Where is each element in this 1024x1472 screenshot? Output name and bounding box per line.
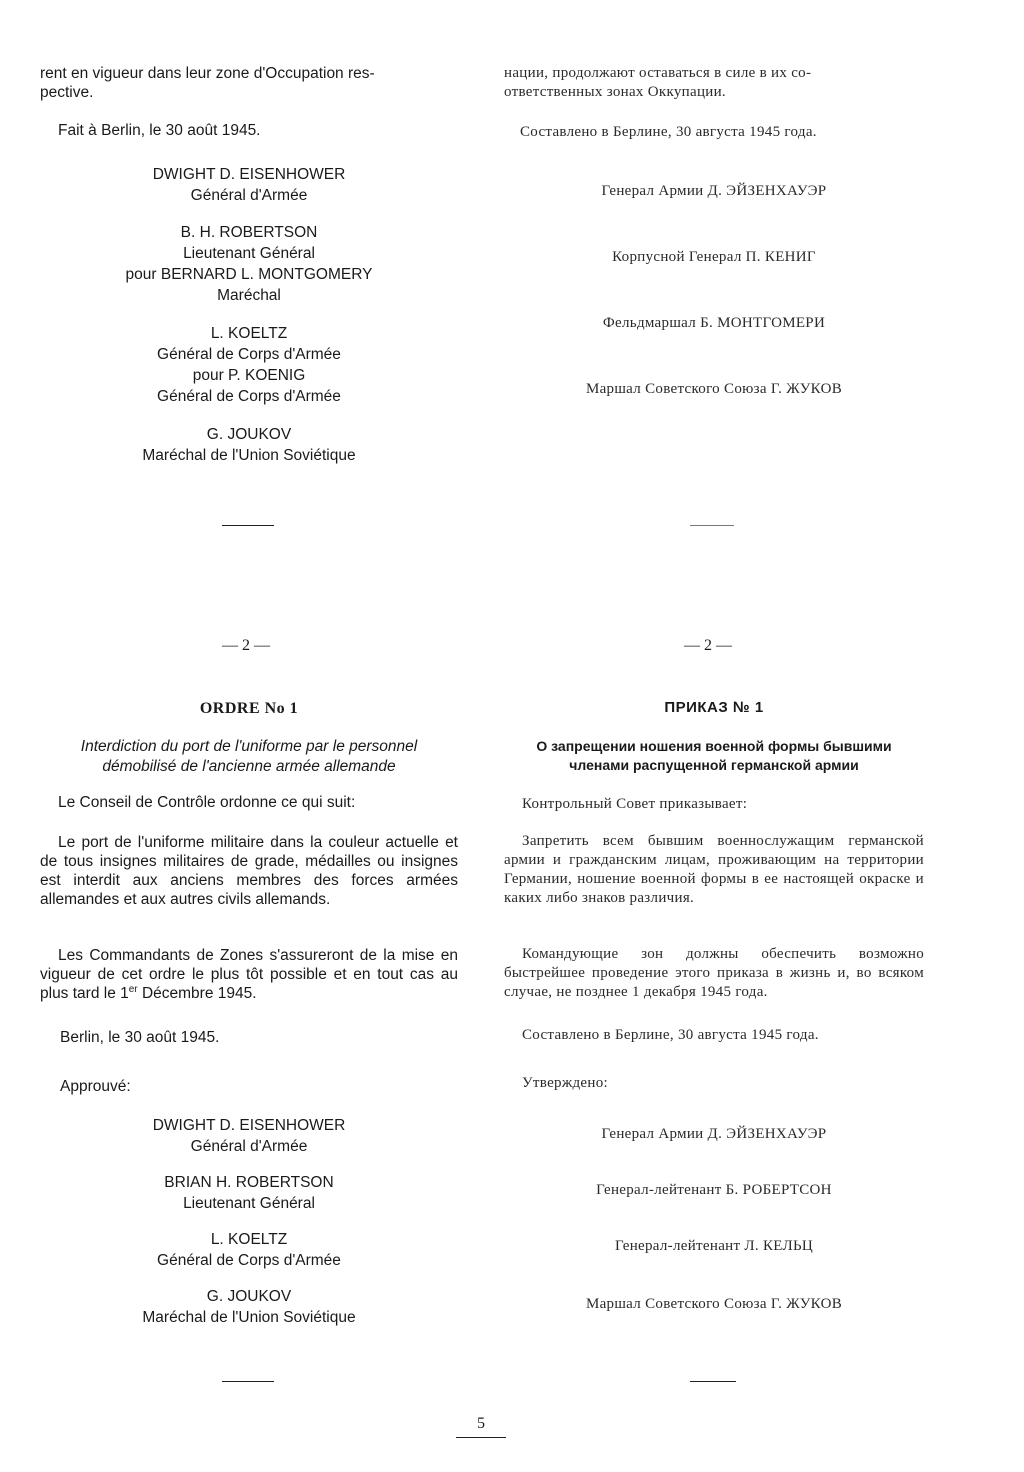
page-number: 5: [477, 1415, 485, 1432]
signatory-name: B. H. ROBERTSON: [180, 224, 318, 241]
fr-continuation-line1: rent en vigueur dans leur zone d'Occupation res-: [40, 65, 375, 82]
signatory-name: DWIGHT D. EISENHOWER: [152, 166, 346, 183]
ru-subtitle-line1: О запрещении ношения военной формы бывшими: [536, 738, 892, 754]
signatory-name: BRIAN H. ROBERTSON: [164, 1174, 334, 1191]
fr-continuation: [40, 64, 458, 102]
signatory-name: L. KOELTZ: [210, 325, 288, 342]
signatory-name: L. KOELTZ: [210, 1231, 288, 1248]
ru-order-intro: Контрольный Совет приказывает:: [522, 796, 748, 812]
ru-order-divider: [690, 1381, 736, 1382]
fr-order-date: Berlin, le 30 août 1945.: [60, 1029, 220, 1046]
ru-top-signatory-2: Корпусной Генерал П. КЕНИГ: [612, 249, 816, 265]
ru-para2-text: Командующие зон должны обеспечить возможно быстрейшее проведение этого приказа в жизнь и, во всяком случае, не позднее 1 декабря 1945 года.: [504, 946, 924, 1000]
fr-order-approved: Approuvé:: [60, 1078, 131, 1095]
ru-order-approved: Утверждено:: [522, 1075, 608, 1091]
ru-order-subtitle: [504, 737, 924, 775]
ru-order-date: Составлено в Берлине, 30 августа 1945 года.: [522, 1027, 819, 1043]
ru-order-signatory-1: Генерал Армии Д. ЭЙЗЕНХАУЭР: [601, 1126, 827, 1142]
ru-order-paragraph-1: [504, 832, 924, 908]
fr-para2-superscript: er: [128, 983, 138, 995]
ru-subtitle-line2: членами распущенной германской армии: [569, 757, 859, 773]
ru-para1-text: Запретить всем бывшим военнослужащим германской армии и гражданским лицам, проживающим на территории Германии, ношение военной формы в ее настоящей окраске и каких либо знаков различия.: [504, 833, 924, 906]
fr-page-marker: — 2 —: [222, 637, 270, 654]
fr-top-signatory-2: [40, 222, 458, 306]
signatory-line3: pour BERNARD L. MONTGOMERY: [125, 266, 373, 283]
ru-continuation-line2: ответственных зонах Оккупации.: [504, 84, 726, 100]
fr-top-date: Fait à Berlin, le 30 août 1945.: [58, 122, 261, 139]
fr-order-signatory-1: [40, 1115, 458, 1157]
ru-top-signatory-4: Маршал Советского Союза Г. ЖУКОВ: [585, 381, 843, 397]
fr-top-divider: [222, 525, 274, 526]
signatory-title: Général de Corps d'Armée: [157, 346, 341, 363]
ru-continuation-line1: нации, продолжают оставаться в силе в их со-: [504, 65, 812, 81]
fr-order-paragraph-1: [40, 833, 458, 909]
fr-order-paragraph-2: [40, 946, 458, 1003]
signatory-title: Général d'Armée: [190, 187, 308, 204]
fr-para2-text: [40, 946, 458, 1003]
ru-order-signatory-3: Генерал-лейтенант Л. КЕЛЬЦ: [614, 1238, 814, 1254]
fr-para1-text: Le port de l'uniforme militaire dans la couleur actuelle et de tous insignes militaires de grade, médailles ou insignes est interdit aux anciens membres des forces armées allemandes et aux autres civils allemands.: [40, 834, 458, 908]
signatory-title: Général d'Armée: [190, 1138, 308, 1155]
ru-top-date: Составлено в Берлине, 30 августа 1945 года.: [520, 124, 817, 140]
ru-top-divider: [690, 525, 734, 526]
fr-top-signatory-4: [40, 424, 458, 466]
fr-subtitle-line1: Interdiction du port de l'uniforme par le personnel: [80, 738, 418, 755]
ru-top-signatory-1: Генерал Армии Д. ЭЙЗЕНХАУЭР: [601, 183, 827, 199]
signatory-name: DWIGHT D. EISENHOWER: [152, 1117, 346, 1134]
ru-top-signatory-3: Фельдмаршал Б. МОНТГОМЕРИ: [602, 315, 826, 331]
fr-order-signatory-3: [40, 1229, 458, 1271]
signatory-title: Lieutenant Général: [183, 245, 315, 262]
page-number-underline: [456, 1437, 506, 1438]
fr-top-signatory-1: [40, 164, 458, 206]
fr-order-title: ORDRE No 1: [199, 700, 299, 717]
signatory-name: G. JOUKOV: [206, 1288, 292, 1305]
signatory-line4: Général de Corps d'Armée: [157, 388, 341, 405]
signatory-title: Lieutenant Général: [183, 1195, 315, 1212]
signatory-line4: Maréchal: [217, 287, 281, 304]
signatory-title: Maréchal de l'Union Soviétique: [142, 1309, 356, 1326]
signatory-name: G. JOUKOV: [206, 426, 292, 443]
ru-order-signatory-4: Маршал Советского Союза Г. ЖУКОВ: [585, 1296, 843, 1312]
ru-order-signatory-2: Генерал-лейтенант Б. РОБЕРТСОН: [596, 1182, 832, 1198]
ru-continuation: [504, 64, 904, 102]
signatory-line3: pour P. KOENIG: [192, 367, 306, 384]
ru-page-marker: — 2 —: [684, 637, 732, 654]
fr-top-signatory-3: [40, 323, 458, 407]
fr-order-divider: [222, 1381, 274, 1382]
ru-order-title: ПРИКАЗ № 1: [664, 699, 764, 716]
fr-order-subtitle: [40, 737, 458, 777]
signatory-title: Maréchal de l'Union Soviétique: [142, 447, 356, 464]
fr-subtitle-line2: démobilisé de l'ancienne armée allemande: [102, 758, 396, 775]
fr-para2-part-b: Décembre 1945.: [137, 985, 257, 1002]
fr-order-signatory-2: [40, 1172, 458, 1214]
signatory-title: Général de Corps d'Armée: [157, 1252, 341, 1269]
fr-continuation-line2: pective.: [40, 84, 94, 101]
ru-order-paragraph-2: [504, 945, 924, 1002]
fr-para2-part-a: Les Commandants de Zones s'assureront de la mise en vigueur de cet ordre le plus tôt possible et en tout cas au plus tard le 1: [40, 947, 458, 1002]
fr-order-signatory-4: [40, 1286, 458, 1328]
fr-order-intro: Le Conseil de Contrôle ordonne ce qui suit:: [58, 794, 356, 811]
